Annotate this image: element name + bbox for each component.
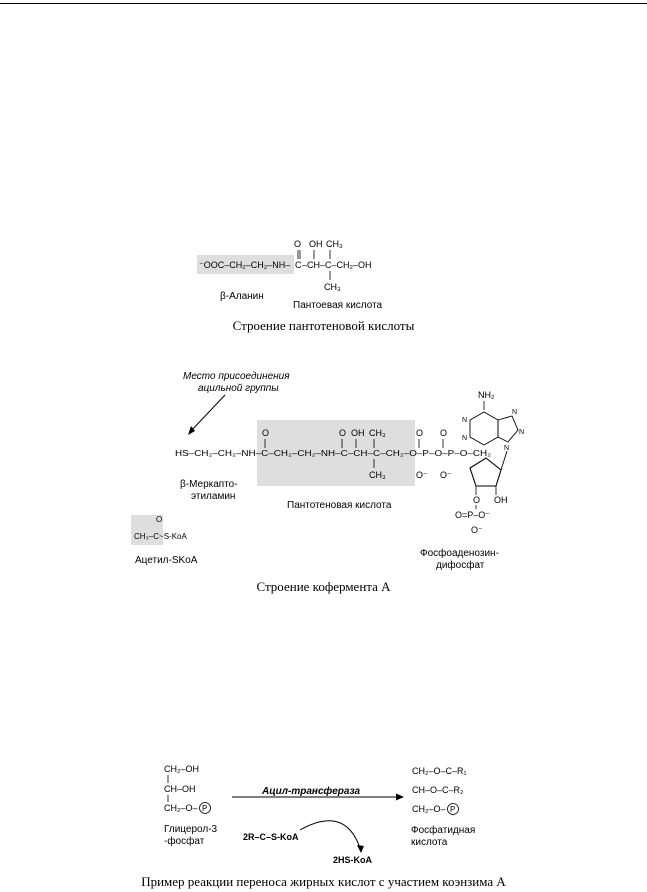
adenine-five-ring <box>498 416 518 442</box>
phosphate-3prime: O=P–O⁻ <box>455 510 491 520</box>
figure-pantothenic-acid <box>197 239 383 311</box>
nh2-group: NH₂ <box>478 390 495 400</box>
oh-group: OH <box>351 428 365 438</box>
formula-ch: –CH– <box>302 260 326 270</box>
glycerol-row-1: CH₂–OH <box>164 764 199 774</box>
caption-figure-1: Строение пантотеновой кислоты <box>232 318 415 333</box>
label-pap-1: Фосфоаденозин- <box>420 548 499 559</box>
formula-ch3-top: CH₃ <box>326 239 343 249</box>
o-phosphate-1: O <box>416 428 424 438</box>
figure-coenzyme-a <box>131 371 524 571</box>
reaction-arrow-head <box>396 794 404 801</box>
o-minus-1: O⁻ <box>416 470 428 480</box>
label-beta-alanine: β-Аланин <box>220 291 264 302</box>
pa-row-1: CH₂–O–C–R₁ <box>412 766 467 776</box>
label-pantothenic: Пантотеновая кислота <box>287 500 392 511</box>
enzyme-name: Ацил-трансфераза <box>262 786 361 797</box>
figure-acyl-transfer <box>164 764 475 865</box>
label-mercapto-1: β-Меркапто- <box>180 479 238 490</box>
glycosidic-bond <box>501 451 507 470</box>
caption-figure-2: Строение кофермента А <box>256 579 391 594</box>
label-pap-2: дифосфат <box>436 560 485 571</box>
annotation-line-2: ацильной группы <box>198 383 279 394</box>
reagent-acyl-skoa: 2R–C–S-KoA <box>243 832 299 842</box>
pa-row-2: CH–O–C–R₂ <box>412 785 464 795</box>
label-pa-2: кислота <box>411 837 448 848</box>
formula-ooc-part: ⁻OOC–CH₂–CH₂–NH– <box>199 260 291 270</box>
ring-n-5: N <box>504 445 510 452</box>
annotation-line-1: Место присоединения <box>183 371 290 382</box>
phosphate-p: P <box>202 804 208 813</box>
glycerol-row-3: CH₂–O– <box>164 803 198 813</box>
pa-row-3: CH₂–O– <box>412 804 446 814</box>
o-phosphate-2: O <box>440 428 448 438</box>
ring-n-4: N <box>519 429 525 436</box>
ring-n-3: N <box>512 409 518 416</box>
label-g3p-1: Глицерол-3 <box>164 824 218 835</box>
o-carbonyl-1: O <box>262 428 270 438</box>
formula-carbonyl-c: C <box>295 260 302 270</box>
label-pa-1: Фосфатидная <box>411 825 476 836</box>
caption-figure-3: Пример реакции переноса жирных кислот с участием коэнзима А <box>141 874 506 889</box>
ring-n-1: N <box>462 417 468 424</box>
formula-oh: OH <box>309 239 323 249</box>
curved-arrow <box>300 821 360 848</box>
glycerol-row-2: CH–OH <box>164 784 196 794</box>
product-hs-koa: 2HS-KoA <box>333 855 373 865</box>
curved-arrow-head <box>357 845 364 853</box>
o-carbonyl-2: O <box>339 428 347 438</box>
adenine-six-ring <box>470 412 498 445</box>
coa-main-chain: HS–CH₂–CH₂–NH–C–CH₂–CH₂–NH–C–CH–C–CH₂–O–P–O–P–O–CH₂ <box>175 448 491 458</box>
annotation-arrow <box>190 395 225 432</box>
o-minus-2: O⁻ <box>440 470 452 480</box>
label-g3p-2: -фосфат <box>164 836 205 847</box>
ribose-ring <box>470 458 501 486</box>
phosphate-o-minus: O⁻ <box>471 525 483 535</box>
pa-phosphate-p: P <box>450 805 456 814</box>
ch3-bottom: CH₃ <box>369 470 386 480</box>
label-pantoic-acid: Пантоевая кислота <box>293 300 383 311</box>
ribose-o: O <box>473 495 481 505</box>
formula-c2: C–CH₂–OH <box>325 260 372 270</box>
ribose-oh: OH <box>494 495 508 505</box>
ch3-top: CH₃ <box>369 428 386 438</box>
acetyl-o: O <box>156 515 163 524</box>
formula-carbonyl-o: O <box>294 239 302 249</box>
formula-ch3-bottom: CH₃ <box>324 282 341 292</box>
label-mercapto-2: этиламин <box>191 491 236 502</box>
label-acetyl-skoa: Ацетил-SKoA <box>135 555 198 566</box>
ring-n-2: N <box>462 435 468 442</box>
acetyl-formula: CH₃–C~S-KoA <box>134 532 187 541</box>
